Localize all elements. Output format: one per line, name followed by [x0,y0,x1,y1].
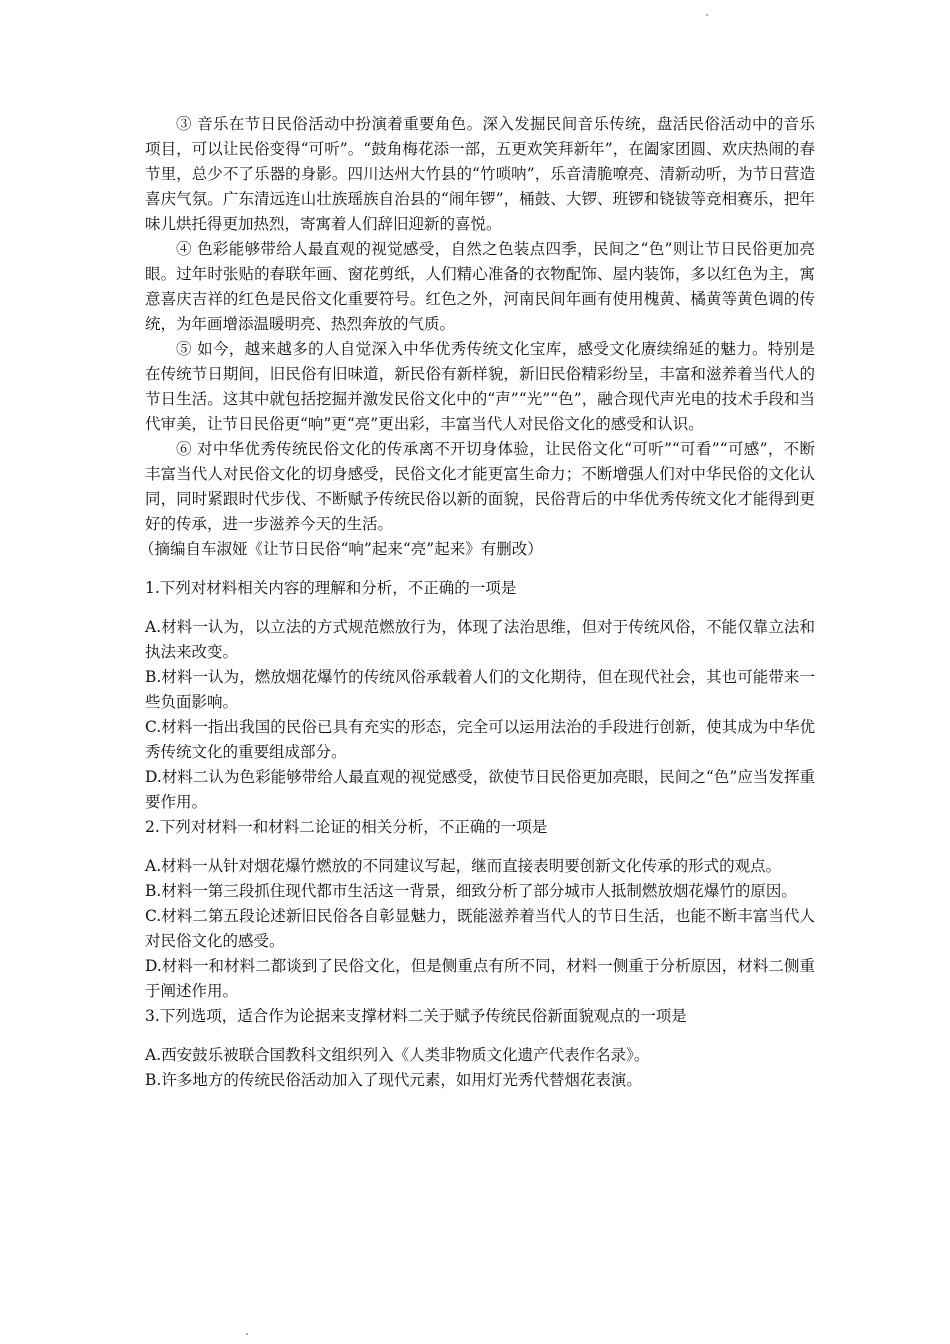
option-c[interactable]: C.材料一指出我国的民俗已具有充实的形态，完全可以运用法治的手段进行创新，使其成为中华优秀传统文化的重要组成部分。 [145,718,815,761]
paragraph-4: ④ 色彩能够带给人最直观的视觉感受，自然之色装点四季，民间之“色”则让节日民俗更加亮眼。过年时张贴的春联年画、窗花剪纸，人们精心准备的衣物配饰、屋内装饰，多以红色为主，寓意喜庆吉祥的红色是民俗文化重要符号。红色之外，河南民间年画有使用槐黄、橘黄等黄色调的传统，为年画增添温暖明亮、热烈奔放的气质。 [145,240,815,333]
option-c[interactable]: C.材料二第五段论述新旧民俗各自彰显魅力，既能滋养着当代人的节日生活，也能不断丰富当代人对民俗文化的感受。 [145,907,815,950]
paragraph-6: ⑥ 对中华优秀传统民俗文化的传承离不开切身体验，让民俗文化“可听”“可看”“可感”，不断丰富当代人对民俗文化的切身感受，民俗文化才能更富生命力；不断增强人们对中华民俗的文化认同，同时紧跟时代步伐、不断赋予传统民俗以新的面貌，民俗背后的中华优秀传统文化才能得到更好的传承，进一步滋养今天的生活。 [145,440,815,533]
option-b[interactable]: B.材料一认为，燃放烟花爆竹的传统风俗承载着人们的文化期待，但在现代社会，其也可能带来一些负面影响。 [145,668,815,711]
option-a[interactable]: A.材料一认为，以立法的方式规范燃放行为，体现了法治思维，但对于传统风俗，不能仅靠立法和执法来改变。 [145,618,815,661]
paragraph-3: ③ 音乐在节日民俗活动中扮演着重要角色。深入发掘民间音乐传统，盘活民俗活动中的音乐项目，可以让民俗变得“可听”。“鼓角梅花添一部，五更欢笑拜新年”，在阖家团圆、欢庆热闹的春节里，总少不了乐器的身影。四川达州大竹县的“竹唢呐”，乐音清脆嘹亮、清新动听，为节日营造喜庆气氛。广东清远连山壮族瑶族自治县的“闹年锣”，桶鼓、大锣、班锣和铙钹等竞相赛乐，把年味儿烘托得更加热烈，寄寓着人们辞旧迎新的喜悦。 [145,115,815,233]
option-a[interactable]: A.材料一从针对烟花爆竹燃放的不同建议写起，继而直接表明要创新文化传承的形式的观点。 [145,857,782,875]
question-1 [145,576,815,815]
option-b[interactable]: B.材料一第三段抓住现代都市生活这一背景，细致分析了部分城市人抵制燃放烟花爆竹的原因。 [145,882,797,900]
option-d[interactable]: D.材料一和材料二都谈到了民俗文化，但是侧重点有所不同，材料一侧重于分析原因，材料二侧重于阐述作用。 [145,957,815,1000]
question-3 [145,1004,815,1093]
question-stem: 1.下列对材料相关内容的理解和分析，不正确的一项是 [145,579,517,597]
paragraph-5: ⑤ 如今，越来越多的人自觉深入中华优秀传统文化宝库，感受文化赓续绵延的魅力。特别是在传统节日期间，旧民俗有旧味道，新民俗有新样貌，新旧民俗精彩纷呈，丰富和滋养着当代人的节日生活。这其中就包括挖掘并激发民俗文化中的“声”“光”“色”，融合现代声光电的技术手段和当代审美，让节日民俗更“响”更“亮”更出彩，丰富当代人对民俗文化的感受和认识。 [145,340,815,433]
question-stem: 3.下列选项，适合作为论据来支撑材料二关于赋予传统民俗新面貌观点的一项是 [145,1007,687,1025]
source-citation: （摘编自车淑娅《让节日民俗“响”起来“亮”起来》有删改） [139,540,543,558]
option-a[interactable]: A.西安鼓乐被联合国教科文组织列入《人类非物质文化遗产代表作名录》。 [145,1046,650,1064]
bottom-left-speck [246,1333,248,1335]
option-b[interactable]: B.许多地方的传统民俗活动加入了现代元素，如用灯光秀代替烟花表演。 [145,1071,642,1089]
option-d[interactable]: D.材料二认为色彩能够带给人最直观的视觉感受，欲使节日民俗更加亮眼，民间之“色”应当发挥重要作用。 [145,768,815,811]
top-right-speck [706,14,708,16]
exam-page [139,112,815,1093]
question-2 [145,815,815,1004]
question-stem: 2.下列对材料一和材料二论证的相关分析，不正确的一项是 [145,818,548,836]
